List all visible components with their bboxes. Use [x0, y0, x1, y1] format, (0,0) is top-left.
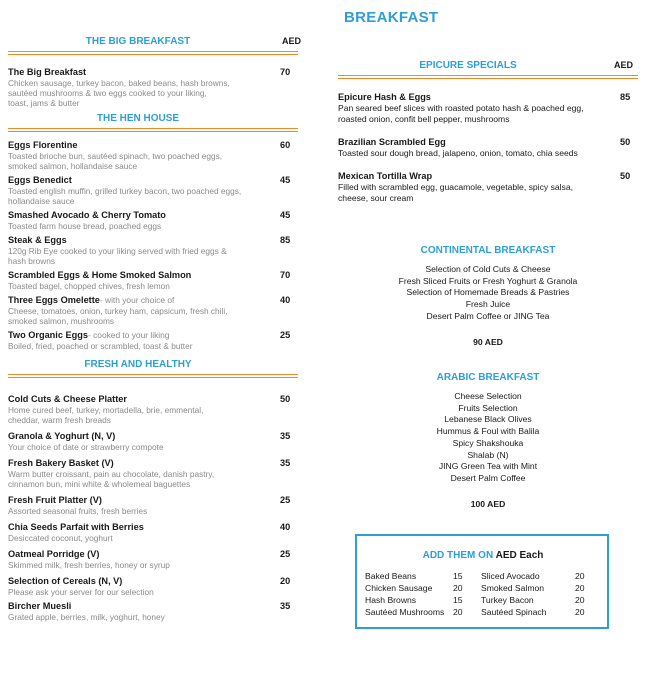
- item-desc: Toasted sour dough bread, jalapeno, onion, tomato, chia seeds: [338, 148, 578, 158]
- add-on-name: Smoked Salmon: [481, 583, 545, 593]
- section-header-epicure: [338, 60, 638, 82]
- item-name: Chia Seeds Parfait with Berries: [8, 522, 144, 532]
- item-price: 70: [280, 67, 291, 77]
- menu-item: [8, 601, 298, 622]
- item-name: Fresh Fruit Platter (V): [8, 495, 102, 505]
- item-desc: Skimmed milk, fresh berries, honey or syrup: [8, 560, 170, 570]
- item-desc: Filled with scrambled egg, guacamole, vegetable, spicy salsa,: [338, 182, 574, 192]
- item-price: 85: [280, 235, 291, 245]
- item-desc: Toasted farm house bread, poached eggs: [8, 221, 162, 231]
- item-desc: Toasted bagel, chopped chives, fresh lemon: [8, 281, 170, 291]
- included-item: Desert Palm Coffee: [450, 472, 526, 483]
- item-inline-note: - cooked to your liking: [87, 330, 170, 340]
- item-name: [8, 295, 298, 306]
- section-header-hen-house: [8, 113, 298, 135]
- arabic-breakfast: [338, 372, 638, 509]
- add-on-price: 20: [575, 607, 585, 617]
- included-item: Fresh Juice: [465, 299, 511, 310]
- item-price: 50: [280, 394, 291, 404]
- set-price: 90 AED: [473, 336, 503, 347]
- menu-item: [8, 140, 298, 171]
- item-desc: Warm butter croissant, pain au chocolate, danish pastry,: [8, 469, 215, 479]
- item-price: 70: [280, 270, 291, 280]
- add-ons-list: [365, 571, 601, 621]
- menu-item: [8, 67, 298, 108]
- section-header-fresh-healthy: [8, 359, 298, 381]
- menu-item: [8, 458, 298, 489]
- item-price: 45: [280, 210, 291, 220]
- menu-item: [338, 171, 638, 204]
- menu-item: [8, 495, 298, 516]
- item-desc: Please ask your server for our selection: [8, 587, 154, 597]
- item-name: Granola & Yoghurt (N, V): [8, 431, 116, 441]
- add-ons-heading: [365, 550, 601, 561]
- item-price: 35: [280, 431, 291, 441]
- item-price: 20: [280, 576, 291, 586]
- add-on-name: Chicken Sausage: [365, 583, 433, 593]
- menu-item: [8, 295, 298, 326]
- included-item: Desert Palm Coffee or JING Tea: [426, 310, 550, 321]
- item-price: 50: [620, 171, 631, 181]
- item-desc: roasted onion, confit bell pepper, mushrooms: [338, 114, 510, 124]
- item-price: 35: [280, 601, 291, 611]
- item-desc: cheddar, warm fresh breads: [8, 415, 111, 425]
- item-name: [8, 330, 298, 341]
- section-title: EPICURE SPECIALS: [419, 60, 517, 71]
- item-name: Brazilian Scrambled Egg: [338, 137, 446, 147]
- menu-item: [8, 235, 298, 266]
- item-name-text: Three Eggs Omelette: [8, 295, 100, 305]
- add-ons-heading-price: AED Each: [495, 550, 544, 561]
- menu-item: [8, 270, 298, 291]
- included-item: Selection of Cold Cuts & Cheese: [425, 264, 551, 274]
- included-item: JING Green Tea with Mint: [438, 461, 538, 472]
- item-price: 45: [280, 175, 291, 185]
- item-desc: sautéed mushrooms & two eggs cooked to your liking,: [8, 88, 207, 98]
- menu-item: [8, 330, 298, 351]
- item-desc: Chicken sausage, turkey bacon, baked beans, hash browns,: [8, 78, 230, 88]
- add-on-price: 20: [575, 571, 585, 581]
- item-name-text: Two Organic Eggs: [8, 330, 88, 340]
- orange-divider: [338, 75, 638, 79]
- item-name: Bircher Muesli: [8, 601, 72, 611]
- add-on-name: Turkey Bacon: [481, 595, 534, 605]
- add-on-name: Sautéed Spinach: [481, 607, 547, 617]
- add-on-price: 20: [453, 583, 463, 593]
- left-column: [8, 36, 302, 622]
- menu-item: [8, 431, 298, 452]
- item-price: 50: [620, 137, 631, 147]
- item-desc: Toasted brioche bun, sautéed spinach, two poached eggs,: [8, 151, 223, 161]
- item-desc: 120g Rib Eye cooked to your liking served with fried eggs &: [8, 246, 227, 256]
- item-desc: Boiled, fried, poached or scrambled, toast & butter: [8, 341, 193, 351]
- item-desc: Grated apple, berries, milk, yoghurt, honey: [8, 612, 165, 622]
- included-item: Selection of Homemade Breads & Pastries: [406, 287, 570, 298]
- section-title: THE HEN HOUSE: [96, 113, 180, 124]
- item-desc: smoked salmon, mushrooms: [8, 316, 115, 326]
- item-desc: toast, jams & butter: [8, 98, 80, 108]
- add-on-name: Sautéed Mushrooms: [365, 607, 445, 617]
- included-item: Cheese Selection: [454, 391, 522, 401]
- included-item: Spicy Shakshouka: [452, 437, 524, 448]
- item-inline-note: - with your choice of: [99, 295, 175, 305]
- section-title: FRESH AND HEALTHY: [84, 359, 192, 370]
- item-desc: Toasted english muffin, grilled turkey bacon, two poached eggs,: [8, 186, 242, 196]
- item-name: Steak & Eggs: [8, 235, 67, 245]
- section-title: CONTINENTAL BREAKFAST: [420, 245, 556, 256]
- item-price: 40: [280, 522, 291, 532]
- item-name: Scrambled Eggs & Home Smoked Salmon: [8, 270, 192, 280]
- item-name: Fresh Bakery Basket (V): [8, 458, 114, 468]
- item-name: Eggs Florentine: [8, 140, 78, 150]
- page-title: BREAKFAST: [344, 9, 439, 26]
- orange-divider: [8, 51, 298, 55]
- item-name: Mexican Tortilla Wrap: [338, 171, 433, 181]
- add-ons-heading-main: ADD THEM ON: [422, 550, 494, 561]
- item-desc: cinnamon bun, mini white & wholemeal baguettes: [8, 479, 191, 489]
- add-on-name: Sliced Avocado: [481, 571, 540, 581]
- menu-item: [8, 576, 298, 597]
- item-desc: smoked salmon, hollandaise sauce: [8, 161, 138, 171]
- item-price: 60: [280, 140, 291, 150]
- menu-item: [8, 175, 298, 206]
- item-price: 25: [280, 549, 291, 559]
- add-on-price: 20: [575, 595, 585, 605]
- orange-divider: [8, 374, 298, 378]
- add-on-price: 20: [575, 583, 585, 593]
- add-on-price: 15: [453, 595, 463, 605]
- right-column: [338, 60, 638, 204]
- item-name: Epicure Hash & Eggs: [338, 92, 431, 102]
- item-name: The Big Breakfast: [8, 67, 87, 77]
- item-desc: Cheese, tomatoes, onion, turkey ham, capsicum, fresh chili,: [8, 306, 228, 316]
- item-desc: Your choice of date or strawberry compote: [8, 442, 164, 452]
- item-desc: hash browns: [8, 256, 56, 266]
- item-price: 25: [280, 495, 291, 505]
- included-item: Shalab (N): [467, 449, 509, 460]
- item-desc: hollandaise sauce: [8, 196, 75, 206]
- menu-item: [338, 137, 638, 159]
- item-desc: Home cured beef, turkey, mortadella, brie, emmental,: [8, 405, 204, 415]
- included-item: Hummus & Foul with Balila: [436, 426, 540, 437]
- item-name: Cold Cuts & Cheese Platter: [8, 394, 127, 404]
- section-title: ARABIC BREAKFAST: [436, 372, 540, 383]
- included-item: Lebanese Black Olives: [444, 414, 532, 425]
- menu-item: [8, 549, 298, 570]
- item-price: 40: [280, 295, 291, 305]
- add-ons-box: [355, 534, 609, 629]
- included-item: Fresh Sliced Fruits or Fresh Yoghurt & Granola: [398, 275, 578, 286]
- item-desc: Assorted seasonal fruits, fresh berries: [8, 506, 148, 516]
- item-name: Eggs Benedict: [8, 175, 72, 185]
- section-header-big-breakfast: [8, 36, 302, 58]
- item-price: 35: [280, 458, 291, 468]
- orange-divider: [8, 128, 298, 132]
- item-name: Selection of Cereals (N, V): [8, 576, 123, 586]
- item-name: Oatmeal Porridge (V): [8, 549, 100, 559]
- add-on-name: Baked Beans: [365, 571, 417, 581]
- continental-breakfast: [338, 245, 638, 347]
- add-on-price: 15: [453, 571, 463, 581]
- menu-item: [8, 394, 298, 425]
- menu-item: [338, 92, 638, 125]
- item-price: 25: [280, 330, 291, 340]
- item-desc: Pan seared beef slices with roasted potato hash & poached egg,: [338, 103, 584, 113]
- item-desc: cheese, sour cream: [338, 193, 414, 203]
- section-title: THE BIG BREAKFAST: [85, 36, 191, 47]
- item-price: 85: [620, 92, 631, 102]
- currency-label: AED: [282, 36, 302, 46]
- set-price: 100 AED: [470, 498, 506, 509]
- item-desc: Desiccated coconut, yoghurt: [8, 533, 113, 543]
- item-name: Smashed Avocado & Cherry Tomato: [8, 210, 166, 220]
- menu-item: [8, 210, 298, 231]
- included-item: Fruits Selection: [458, 402, 518, 413]
- currency-label: AED: [614, 60, 634, 70]
- menu-item: [8, 522, 298, 543]
- add-on-name: Hash Browns: [365, 595, 417, 605]
- add-on-price: 20: [453, 607, 463, 617]
